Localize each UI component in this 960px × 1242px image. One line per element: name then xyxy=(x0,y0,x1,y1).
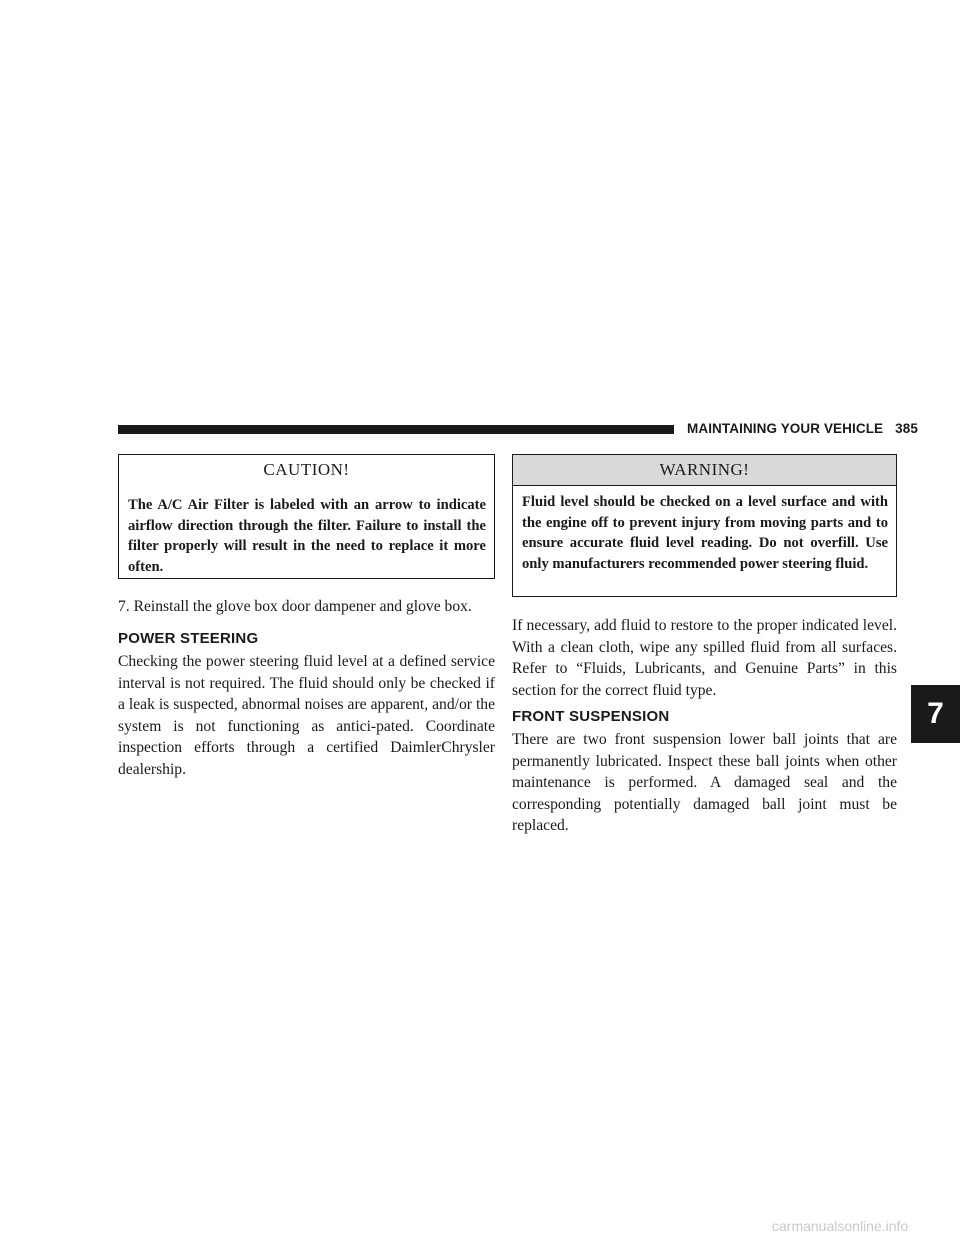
header-rule xyxy=(118,425,674,434)
fluid-level-text: If necessary, add fluid to restore to the proper indicated level. With a clean cloth, wipe any spilled fluid from all surfaces. Refer to “Fluids, Lubricants, and Genuine Parts” in this section for the correct fluid type. xyxy=(512,617,897,699)
front-suspension-text: There are two front suspension lower ball joints that are permanently lubricated. Inspect these ball joints when other maintenance is performed. A damaged seal and the corresponding potentially damaged ball joint must be replaced. xyxy=(512,731,897,835)
running-header xyxy=(687,421,918,436)
warning-text: Fluid level should be checked on a level surface and with the engine off to prevent injury from moving parts and to ensure accurate fluid level reading. Do not overfill. Use only manufacturers recommended power steering fluid. xyxy=(522,494,888,572)
power-steering-heading: POWER STEERING xyxy=(118,630,259,647)
warning-box xyxy=(512,454,897,597)
front-suspension-heading: FRONT SUSPENSION xyxy=(512,708,670,725)
page-number: 385 xyxy=(895,421,918,436)
section-title: MAINTAINING YOUR VEHICLE xyxy=(687,421,884,436)
caution-box xyxy=(118,454,495,579)
power-steering-text: Checking the power steering fluid level at a defined service interval is not required. The fluid should only be checked if a leak is suspected, abnormal noises are apparent, and/or the system is not functioning as antici-pated. Coordinate inspection efforts through a certified DaimlerChrysler dealership. xyxy=(118,653,495,778)
step-7-text: 7. Reinstall the glove box door dampener and glove box. xyxy=(118,598,472,615)
caution-title: CAUTION! xyxy=(263,460,350,479)
watermark: carmanualsonline.info xyxy=(772,1218,909,1234)
warning-title: WARNING! xyxy=(513,455,896,486)
caution-text: The A/C Air Filter is labeled with an arrow to indicate airflow direction through the filter. Failure to install the filter properly will result in the need to replace it more often. xyxy=(128,497,486,575)
chapter-tab: 7 xyxy=(911,685,960,743)
